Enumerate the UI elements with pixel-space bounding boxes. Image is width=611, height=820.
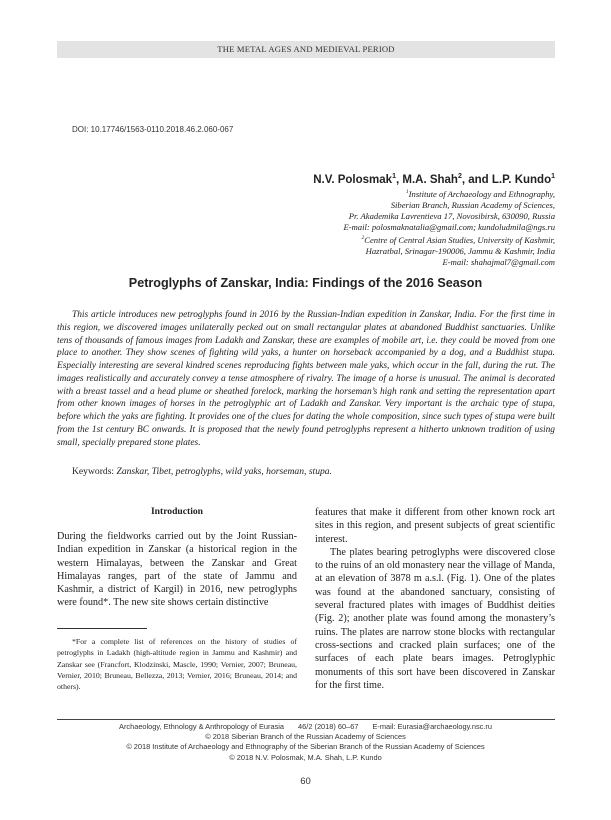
affiliations <box>343 187 555 268</box>
affiliation-email: E-mail: shahajmal7@gmail.com <box>442 257 555 268</box>
affiliation-line: $^1$Institute of Archaeology and Ethnography, <box>405 188 555 199</box>
affiliation-line: $^2$Centre of Central Asian Studies, University of Kashmir, <box>361 235 555 246</box>
body-paragraph: features that make it different from other known rock art sites in this region, and present subjects of great scientific interest. <box>315 507 555 545</box>
author-name: N.V. Polosmak <box>313 173 393 186</box>
right-column <box>315 506 555 692</box>
footer-divider <box>57 719 555 720</box>
footnote-divider <box>57 628 147 629</box>
copyright-line: © 2018 Institute of Archaeology and Ethnography of the Siberian Branch of the Russian Academy of Sciences <box>126 742 485 752</box>
section-heading: Introduction <box>150 506 204 517</box>
journal-email[interactable]: E-mail: Eurasia@archaeology.nsc.ru <box>372 722 492 731</box>
section-header <box>57 41 555 58</box>
footnote: *For a complete list of references on the history of studies of petroglyphs in Ladakh (high-altitude region in Jammu and Kashmir) and Zanskar see (Francfort, Klodzinski, Mascle, 1990; Vernier, 2007; Bruneau, Vernier, 2010; Bruneau, Bellezza, 2013; Vernier, 2016; Bruneau, 2014; and others). <box>57 637 297 692</box>
affiliation-line: Siberian Branch, Russian Academy of Sciences, <box>390 199 555 210</box>
keywords-text: Zanskar, Tibet, petroglyphs, wild yaks, horseman, stupa. <box>116 466 333 477</box>
affiliation-email: E-mail: polosmaknatalia@gmail.com; kundoludmila@ngs.ru <box>343 222 555 233</box>
author-name: , and L.P. Kundo <box>461 173 552 186</box>
body-paragraph: The plates bearing petroglyphs were discovered close to the ruins of an old monastery near the village of Manda, at an elevation of 3878 m a.s.l. (Fig. 1). One of the plates was found at the abandoned sanctuary, consisting of several fractured plates with images of Buddhist deities (Fig. 2); another plate was found among the monastery’s ruins. The plates are narrow stone blocks with rectangular cross-sections and cracked plain surfaces; one of the surfaces of each plate bears images. Petroglyphic monuments of this sort have been discovered in Zanskar for the first time. <box>315 546 555 691</box>
left-column <box>57 506 297 610</box>
footer <box>0 722 611 763</box>
author-list: N.V. Polosmak$^1$, M.A. Shah$^2$, and L.P. Kundo$^1$ <box>313 173 555 186</box>
abstract: This article introduces new petroglyphs found in 2016 by the Russian-Indian expedition in Zanskar, India. For the first time in this region, we discovered images unilaterally pecked out on small rectangular plates at abandoned Buddhist sanctuaries. Unlike tens of thousands of famous images from Ladakh and Zanskar, these are examples of mobile art, i.e. they could be moved from one place to another. They show scenes of fighting wild yaks, a hunter on horseback accompanied by a dog, and a Buddhist stupa. Especially interesting are several kindred scenes reproducing fights between male yaks, which occur in the fall, during the rut. The images realistically and accurately convey a tense atmosphere of rivalry. The image of a horse is unusual. The animal is decorated with a breast tassel and a head plume or sheathed forelock, marking the horseman’s high rank and setting the representation apart from other known images of horses in the petroglyphic art of Ladakh and Zanskar. Very important is the archaic type of stupa, before which the yaks are fighting. It provides one of the clues for dating the whole composition, since such types of stupa were built from the 1st century BC onwards. It is proposed that the newly found petroglyphs represent a hitherto unknown tradition of using small, specially prepared stone plates. <box>57 310 555 448</box>
section-title: THE METAL AGES AND MEDIEVAL PERIOD <box>217 44 395 54</box>
body-paragraph: During the fieldworks carried out by the Joint Russian-Indian expedition in Zanskar (a historical region in the western Himalayas, between the Zanskar and Great Himalayas ranges, part of the state of Jammu and Kashmir, a district of Kargil) in 2016, new petroglyphs were found*. The new site shows certain distinctive <box>57 531 297 609</box>
copyright-line: © 2018 N.V. Polosmak, M.A. Shah, L.P. Kundo <box>229 752 382 762</box>
affiliation-line: Hazratbal, Srinagar-190006, Jammu & Kashmir, India <box>365 246 555 257</box>
copyright-line: © 2018 Siberian Branch of the Russian Academy of Sciences <box>205 732 406 742</box>
affiliation-line: Pr. Akademika Lavrentieva 17, Novosibirsk, 630090, Russia <box>348 211 555 222</box>
keywords <box>72 466 332 477</box>
author-name: , M.A. Shah <box>395 173 458 186</box>
doi[interactable]: DOI: 10.17746/1563-0110.2018.46.2.060-067 <box>72 125 234 134</box>
journal-line: Archaeology, Ethnology & Anthropology of Eurasia 46/2 (2018) 60–67 E-mail: Eurasia@archaeology.nsc.ru <box>119 722 492 731</box>
keywords-label: Keywords: <box>72 466 117 477</box>
page-number: 60 <box>300 776 311 787</box>
article-title: Petroglyphs of Zanskar, India: Findings of the 2016 Season <box>128 276 483 290</box>
